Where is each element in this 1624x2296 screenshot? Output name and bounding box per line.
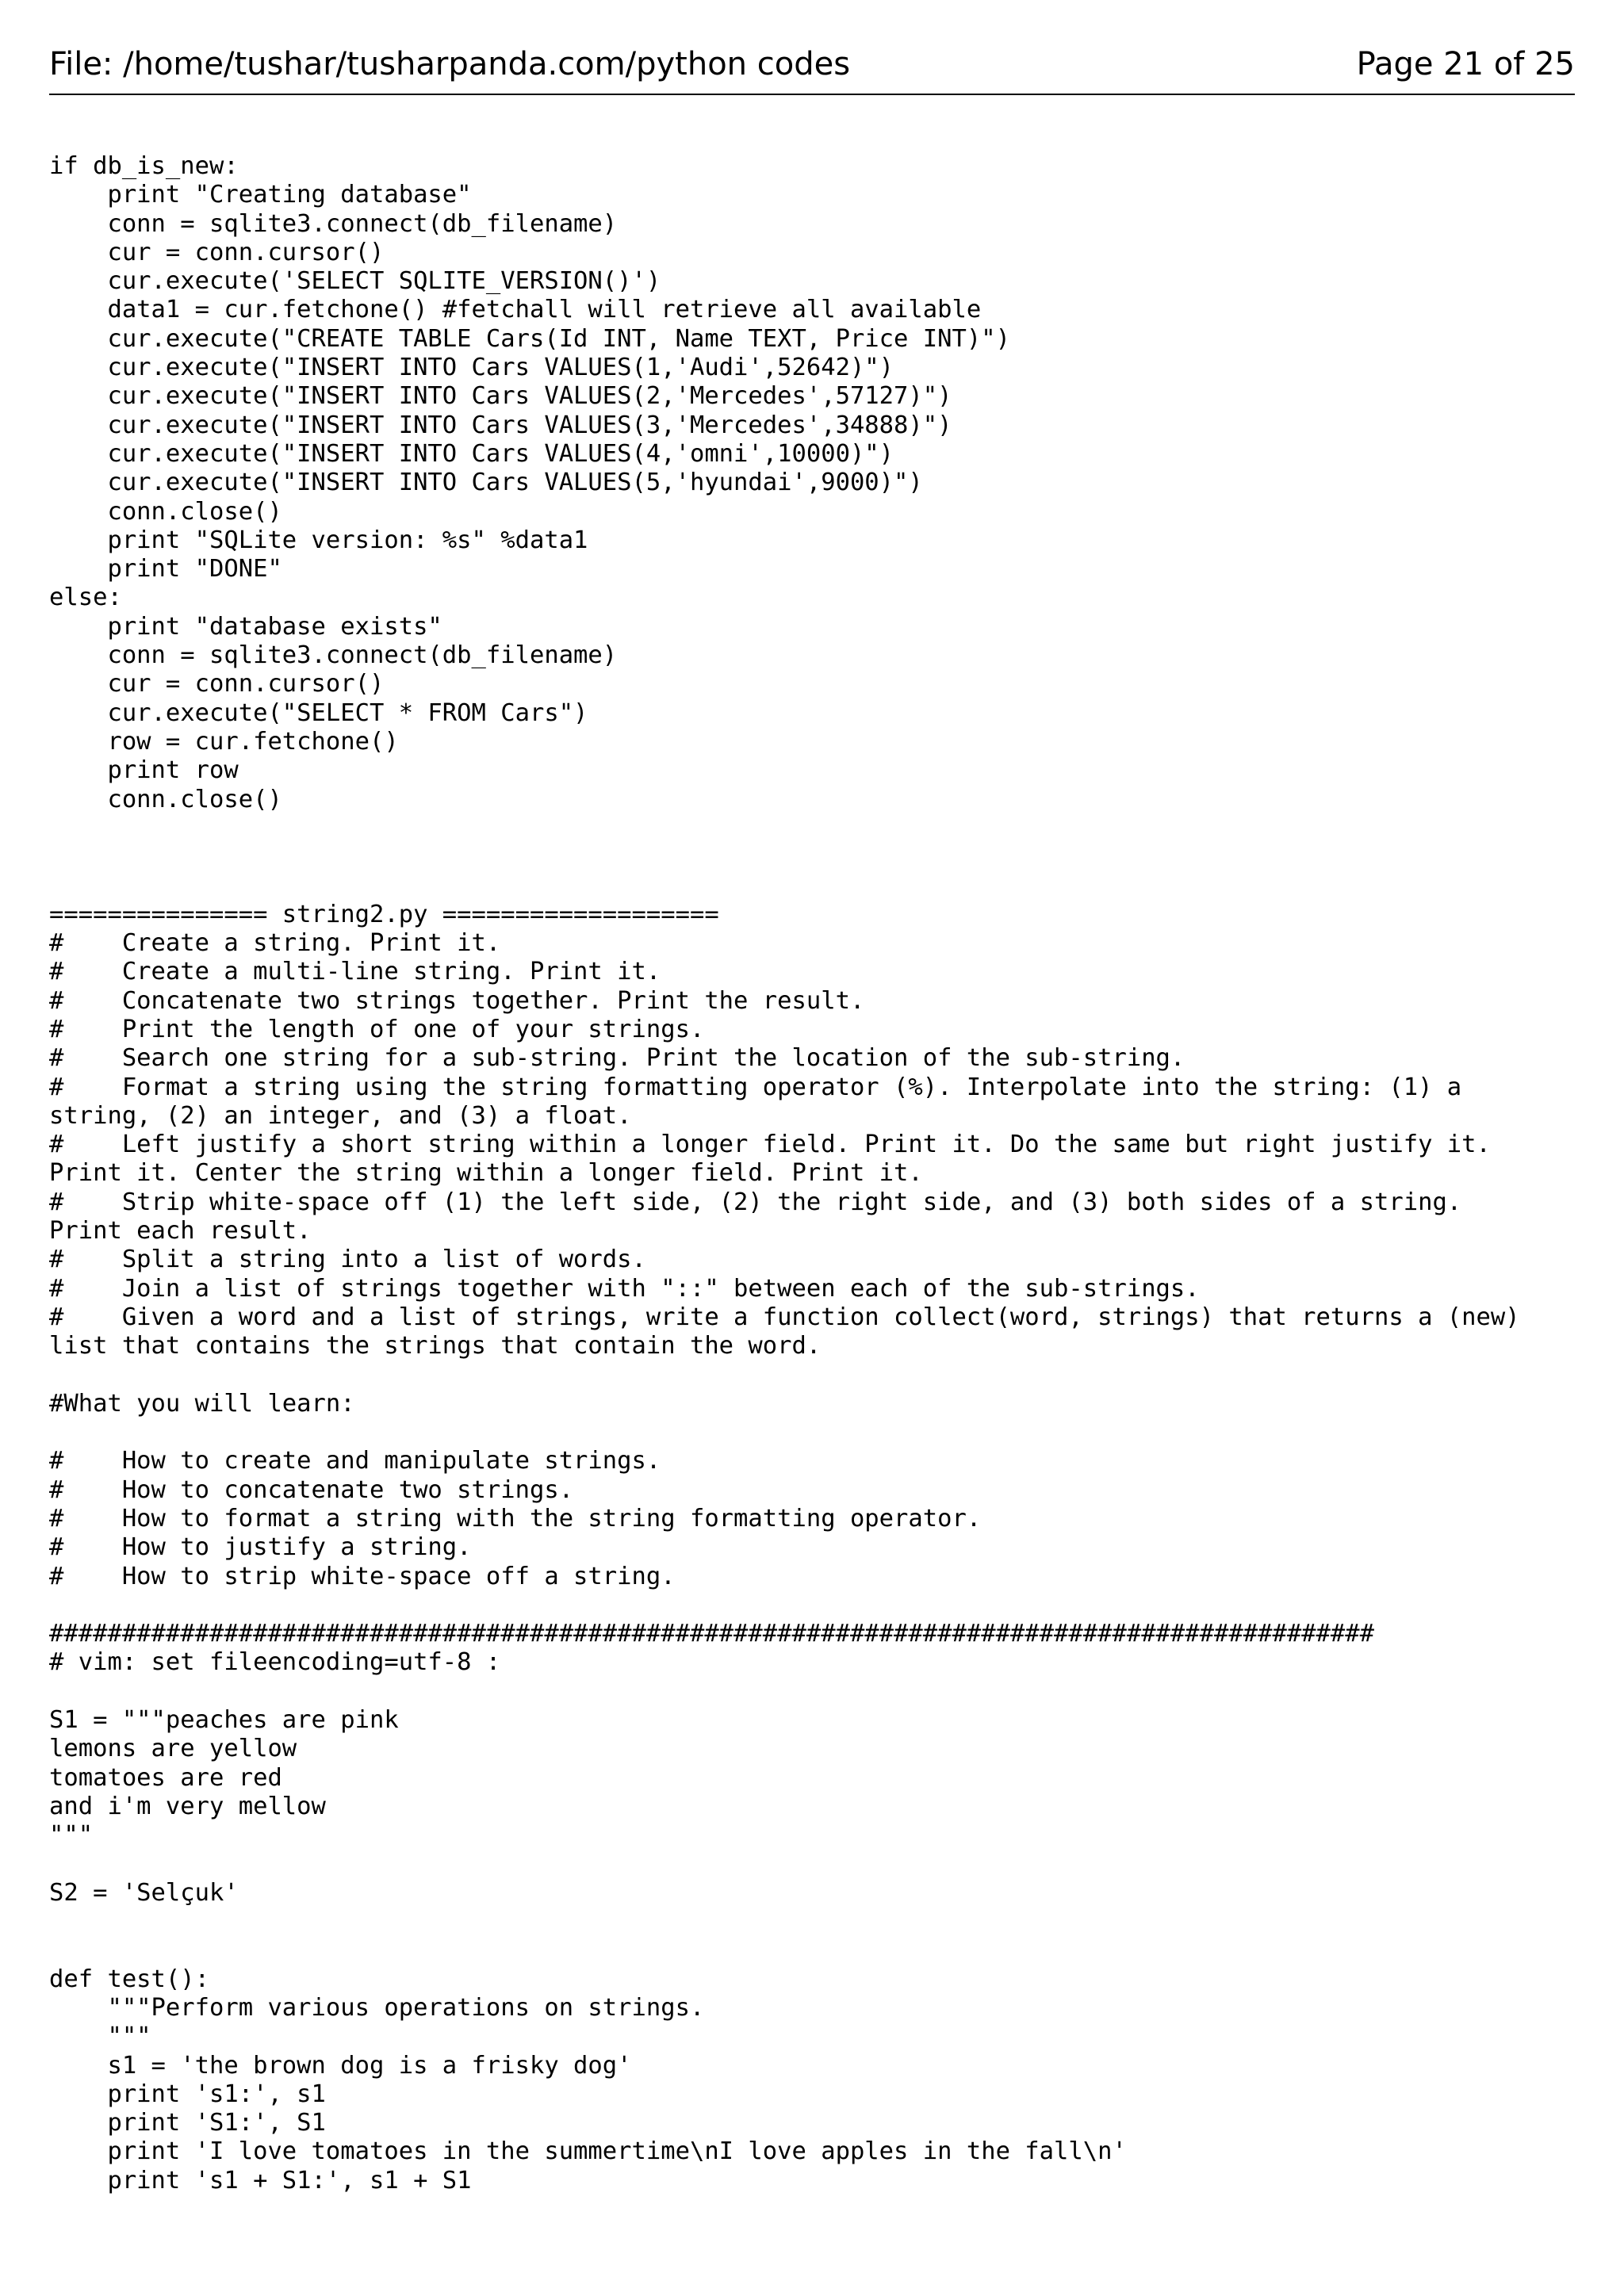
code-line	[49, 1850, 1580, 1879]
code-line: cur.execute("INSERT INTO Cars VALUES(5,'hyundai',9000)")	[49, 469, 923, 497]
code-line: s1 = 'the brown dog is a frisky dog'	[49, 2051, 632, 2080]
code-line: print "SQLite version: %s" %data1	[49, 526, 588, 554]
code-line: conn.close()	[49, 497, 282, 526]
code-line: #What you will learn:	[49, 1389, 355, 1418]
code-line: cur.execute("INSERT INTO Cars VALUES(2,'Mercedes',57127)")	[49, 382, 952, 411]
code-line	[49, 1360, 1580, 1389]
code-line	[49, 814, 1580, 843]
code-line: """Perform various operations on strings.	[49, 1994, 705, 2022]
code-line: # Split a string into a list of words.	[49, 1246, 646, 1274]
code-line: print 'I love tomatoes in the summertime\nI love apples in the fall\n'	[49, 2137, 1127, 2166]
code-line: string, (2) an integer, and (3) a float.	[49, 1101, 632, 1130]
code-line	[49, 1678, 1580, 1706]
code-line: Print it. Center the string within a longer field. Print it.	[49, 1159, 923, 1188]
code-line: # Strip white-space off (1) the left side, (2) the right side, and (3) both sides of a string.	[49, 1188, 1462, 1216]
code-line: # vim: set fileencoding=utf-8 :	[49, 1648, 501, 1677]
code-line: # Format a string using the string formatting operator (%). Interpolate into the string: (1) a	[49, 1073, 1462, 1101]
code-line: # How to create and manipulate strings.	[49, 1447, 661, 1475]
page-header	[49, 46, 1575, 95]
code-line: list that contains the strings that contain the word.	[49, 1332, 822, 1360]
code-line	[49, 871, 1580, 900]
code-line: cur = conn.cursor()	[49, 670, 385, 698]
code-line: print 'S1:', S1	[49, 2109, 326, 2137]
code-line: cur.execute('SELECT SQLITE_VERSION()')	[49, 267, 661, 296]
code-line: else:	[49, 584, 122, 612]
code-line: print "database exists"	[49, 612, 442, 641]
code-line: """	[49, 2022, 151, 2051]
code-line	[49, 1418, 1580, 1447]
code-line: # How to strip white-space off a string.	[49, 1562, 676, 1590]
code-line: cur.execute("INSERT INTO Cars VALUES(1,'Audi',52642)")	[49, 354, 894, 382]
code-line: S2 = 'Selçuk'	[49, 1878, 239, 1907]
code-line: conn = sqlite3.connect(db_filename)	[49, 641, 618, 670]
code-line: def test():	[49, 1965, 209, 1993]
code-line: =============== string2.py ===================	[49, 900, 719, 928]
code-line: # Create a string. Print it.	[49, 929, 501, 958]
code-line: # Left justify a short string within a longer field. Print it. Do the same but right justify it.	[49, 1131, 1491, 1159]
code-line: # Create a multi-line string. Print it.	[49, 958, 661, 986]
code-line: print 's1:', s1	[49, 2080, 326, 2108]
code-line: S1 = """peaches are pink	[49, 1706, 399, 1735]
code-line: conn.close()	[49, 785, 282, 813]
code-line: """	[49, 1821, 94, 1850]
code-line: print "DONE"	[49, 555, 282, 584]
code-line: # How to justify a string.	[49, 1533, 472, 1562]
code-line: conn = sqlite3.connect(db_filename)	[49, 209, 618, 238]
code-line: print "Creating database"	[49, 181, 472, 209]
code-line: cur = conn.cursor()	[49, 238, 385, 266]
code-line: row = cur.fetchone()	[49, 727, 399, 756]
code-line: # How to format a string with the string formatting operator.	[49, 1504, 982, 1533]
code-line: cur.execute("INSERT INTO Cars VALUES(3,'Mercedes',34888)")	[49, 411, 952, 439]
code-line: # Given a word and a list of strings, write a function collect(word, strings) that returns a (new)	[49, 1303, 1520, 1331]
code-line: # Print the length of one of your strings.	[49, 1015, 705, 1043]
code-line: # How to concatenate two strings.	[49, 1475, 574, 1504]
code-line: ###########################################################################################	[49, 1620, 1374, 1648]
code-line: Print each result.	[49, 1216, 312, 1245]
code-line: print row	[49, 756, 239, 785]
code-line: lemons are yellow	[49, 1735, 297, 1763]
code-line: if db_is_new:	[49, 152, 239, 180]
code-line	[49, 1591, 1580, 1620]
code-line	[49, 1908, 1580, 1936]
code-line: and i'm very mellow	[49, 1792, 326, 1820]
code-line: cur.execute("CREATE TABLE Cars(Id INT, Name TEXT, Price INT)")	[49, 324, 1010, 353]
code-line: # Search one string for a sub-string. Print the location of the sub-string.	[49, 1044, 1185, 1073]
code-line: # Concatenate two strings together. Print the result.	[49, 986, 865, 1015]
code-line: tomatoes are red	[49, 1763, 282, 1792]
code-line: cur.execute("INSERT INTO Cars VALUES(4,'omni',10000)")	[49, 439, 894, 468]
code-line: print 's1 + S1:', s1 + S1	[49, 2166, 472, 2195]
code-line: # Join a list of strings together with "::" between each of the sub-strings.	[49, 1274, 1200, 1303]
code-line: cur.execute("SELECT * FROM Cars")	[49, 698, 588, 727]
code-line	[49, 1936, 1580, 1965]
code-line	[49, 843, 1580, 871]
code-line: data1 = cur.fetchone() #fetchall will retrieve all available	[49, 296, 982, 324]
file-path-label: File: /home/tushar/tusharpanda.com/python codes	[49, 46, 851, 82]
page-number-label: Page 21 of 25	[1356, 46, 1575, 82]
code-listing	[49, 152, 1580, 2195]
